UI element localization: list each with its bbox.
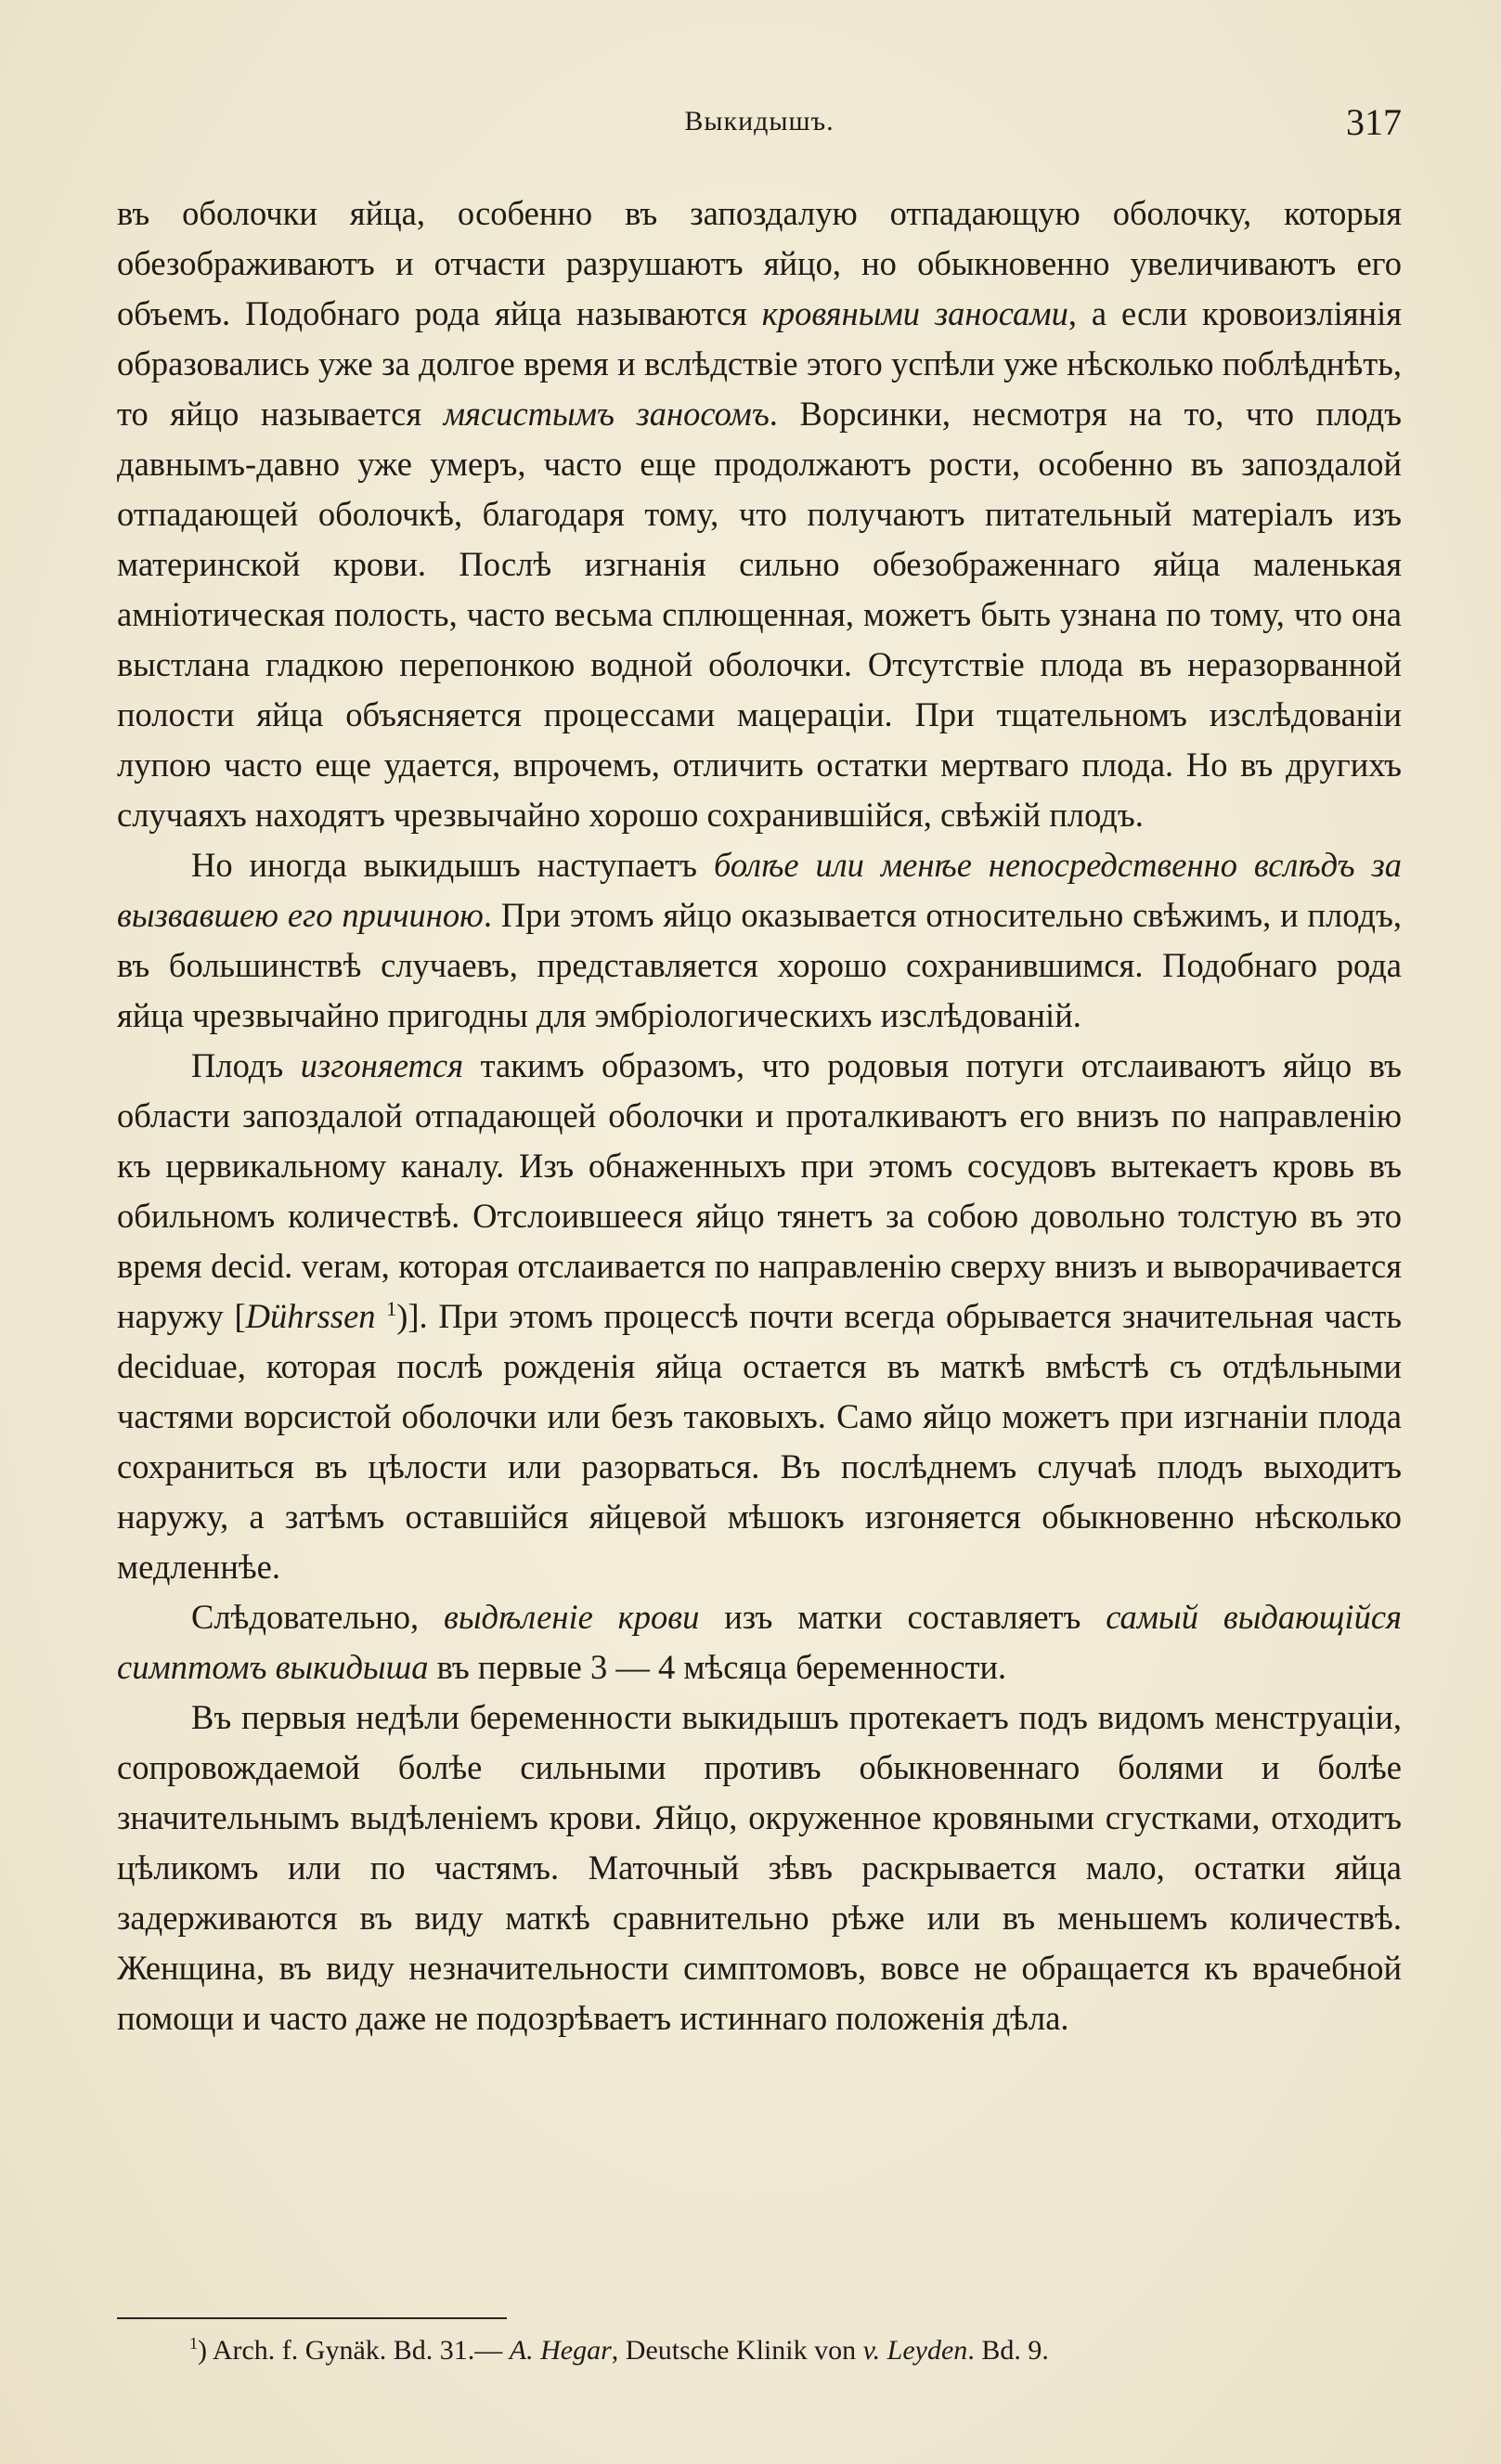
text-run: ) Arch. f. Gynäk. Bd. 31.—	[198, 2335, 510, 2366]
text-run: въ первые 3 — 4 мѣсяца беременности.	[428, 1648, 1007, 1686]
text-run: . Bd. 9.	[967, 2335, 1049, 2366]
footnote	[189, 2332, 1396, 2369]
text-run: )]. При этомъ процессѣ почти всегда обрывается значительная часть deciduae, которая послѣ рожденія яйца остается въ маткѣ вмѣстѣ съ отдѣльными частями ворсистой оболочки или безъ таковыхъ. Само яйцо можетъ при изгнаніи плода сохраниться въ цѣлости или разорваться. Въ послѣднемъ случаѣ плодъ выходитъ наружу, а затѣмъ оставшійся яйцевой мѣшокъ изгоняется обыкновенно нѣсколько медленнѣе.	[117, 1297, 1402, 1586]
text-run	[376, 1297, 387, 1335]
italic-term: A. Hegar	[509, 2335, 612, 2366]
page-number: 317	[1346, 101, 1402, 143]
footnote-divider	[117, 2317, 507, 2319]
paragraph	[117, 1692, 1402, 2043]
running-title: Выкидышъ.	[684, 106, 835, 136]
italic-term: выдѣленіе крови	[443, 1598, 700, 1636]
paragraph	[117, 1041, 1402, 1592]
text-run: Въ первыя недѣли беременности выкидышъ протекаетъ подъ видомъ менструаціи, сопровождаемой болѣе сильными противъ обыкновеннаго болями и болѣе значительнымъ выдѣленіемъ крови. Яйцо, окруженное кровяными сгустками, отходитъ цѣликомъ или по частямъ. Маточный зѣвъ раскрывается мало, остатки яйца задерживаются въ виду маткѣ сравнительно рѣже или въ меньшемъ количествѣ. Женщина, въ виду незначительности симптомовъ, вовсе не обращается къ врачебной помощи и часто даже не подозрѣваетъ истиннаго положенія дѣла.	[117, 1698, 1402, 2037]
text-run: Но иногда выкидышъ наступаетъ	[191, 846, 714, 884]
italic-term: v. Leyden	[862, 2335, 968, 2366]
italic-term: самый выдающійся симптомъ выкидыша	[117, 1598, 1402, 1686]
text-run: такимъ образомъ, что родовыя потуги отслаиваютъ яйцо въ области запоздалой отпадающей оболочки и проталкиваютъ его внизъ по направленію къ цервикальному каналу. Изъ обнаженныхъ при этомъ сосудовъ вытекаетъ кровь въ обильномъ количествѣ. Отслоившееся яйцо тянетъ за собою довольно толстую въ это время decid. verам, которая отслаивается по направленію сверху внизъ и выворачивается наружу [	[117, 1046, 1403, 1335]
text-run: въ оболочки яйца, особенно въ запоздалую отпадающую оболочку, которыя обезображиваютъ и отчасти разрушаютъ яйцо, но обыкновенно увеличиваютъ его объемъ. Подобнаго рода яйца называются	[117, 194, 1402, 332]
text-run: , а если кровоизліянія образовались уже за долгое время и вслѣдствіе этого успѣли уже нѣсколько поблѣднѣть, то яйцо называется	[117, 294, 1403, 433]
text-run: Слѣдовательно,	[191, 1598, 444, 1636]
text-run: . При этомъ яйцо оказывается относительно свѣжимъ, и плодъ, въ большинствѣ случаевъ, представляется хорошо сохранившимся. Подобнаго рода яйца чрезвычайно пригодны для эмбріологическихъ изслѣдованій.	[117, 896, 1402, 1034]
text-run: , Deutsche Klinik von	[611, 2335, 863, 2366]
paragraph	[117, 1592, 1402, 1692]
body-text	[117, 188, 1402, 2043]
paragraph	[117, 840, 1402, 1041]
footnote-marker: 1	[386, 1296, 397, 1320]
italic-term: кровяными заносами	[761, 294, 1068, 332]
page-header	[117, 100, 1402, 156]
italic-term: изгоняется	[300, 1046, 464, 1084]
text-run: изъ матки составляетъ	[699, 1598, 1106, 1636]
italic-term: болѣе или менѣе непосредственно вслѣдъ за вызвавшею его причиною	[117, 846, 1402, 934]
footnote-marker: 1	[189, 2334, 198, 2353]
italic-term: Dührssen	[245, 1297, 376, 1335]
italic-term: мясистымъ заносомъ	[443, 395, 770, 433]
paragraph	[117, 188, 1402, 840]
text-run: . Ворсинки, несмотря на то, что плодъ давнымъ-давно уже умеръ, часто еще продолжаютъ рости, особенно въ запоздалой отпадающей оболочкѣ, благодаря тому, что получаютъ питательный матеріалъ изъ материнской крови. Послѣ изгнанія сильно обезображеннаго яйца маленькая амніотическая полость, часто весьма сплющенная, можетъ быть узнана по тому, что она выстлана гладкою перепонкою водной оболочки. Отсутствіе плода въ неразорванной полости яйца объясняется процессами мацераціи. При тщательномъ изслѣдованіи лупою часто еще удается, впрочемъ, отличить остатки мертваго плода. Но въ другихъ случаяхъ находятъ чрезвычайно хорошо сохранившійся, свѣжій плодъ.	[117, 395, 1403, 834]
text-run: Плодъ	[191, 1046, 301, 1084]
